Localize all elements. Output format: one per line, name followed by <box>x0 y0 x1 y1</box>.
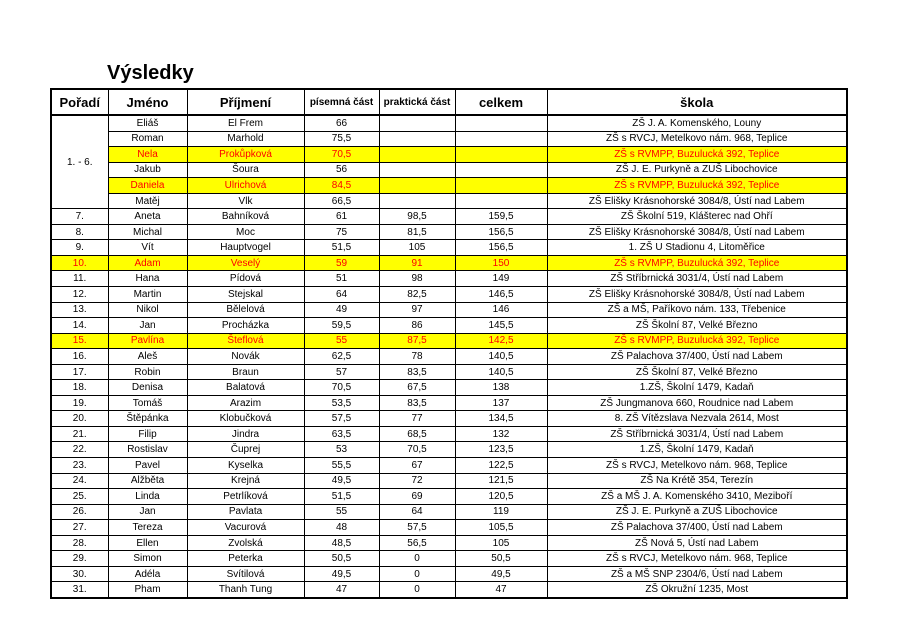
last-name-cell: Jindra <box>187 426 304 442</box>
first-name-cell: Filip <box>108 426 187 442</box>
table-row <box>51 489 847 505</box>
table-row <box>51 193 847 209</box>
practical-score-cell: 91 <box>379 255 455 271</box>
written-score-cell: 84,5 <box>304 178 379 194</box>
table-row <box>51 224 847 240</box>
header-rank: Pořadí <box>51 89 108 115</box>
last-name-cell: Veselý <box>187 255 304 271</box>
last-name-cell: Vacurová <box>187 520 304 536</box>
practical-score-cell: 78 <box>379 349 455 365</box>
total-score-cell: 50,5 <box>455 551 547 567</box>
total-score-cell: 137 <box>455 395 547 411</box>
written-score-cell: 49,5 <box>304 473 379 489</box>
total-score-cell: 149 <box>455 271 547 287</box>
header-total: celkem <box>455 89 547 115</box>
rank-cell: 23. <box>51 458 108 474</box>
school-cell: 1.ZŠ, Školní 1479, Kadaň <box>547 442 847 458</box>
practical-score-cell: 70,5 <box>379 442 455 458</box>
rank-cell: 21. <box>51 426 108 442</box>
practical-score-cell <box>379 147 455 163</box>
first-name-cell: Pham <box>108 582 187 598</box>
table-row <box>51 318 847 334</box>
rank-cell: 24. <box>51 473 108 489</box>
total-score-cell: 119 <box>455 504 547 520</box>
practical-score-cell <box>379 115 455 131</box>
written-score-cell: 66,5 <box>304 193 379 209</box>
rank-cell: 28. <box>51 535 108 551</box>
school-cell: ZŠ Školní 519, Klášterec nad Ohří <box>547 209 847 225</box>
header-last-name: Příjmení <box>187 89 304 115</box>
practical-score-cell <box>379 178 455 194</box>
total-score-cell: 140,5 <box>455 349 547 365</box>
table-row <box>51 566 847 582</box>
written-score-cell: 48,5 <box>304 535 379 551</box>
school-cell: ZŠ Stříbrnická 3031/4, Ústí nad Labem <box>547 271 847 287</box>
last-name-cell: Čuprej <box>187 442 304 458</box>
header-written: písemná část <box>304 89 379 115</box>
rank-cell: 30. <box>51 566 108 582</box>
first-name-cell: Simon <box>108 551 187 567</box>
last-name-cell: Procházka <box>187 318 304 334</box>
written-score-cell: 47 <box>304 582 379 598</box>
table-row <box>51 147 847 163</box>
written-score-cell: 63,5 <box>304 426 379 442</box>
rank-cell: 9. <box>51 240 108 256</box>
practical-score-cell: 0 <box>379 582 455 598</box>
practical-score-cell: 97 <box>379 302 455 318</box>
school-cell: ZŠ Školní 87, Velké Březno <box>547 364 847 380</box>
rank-cell: 25. <box>51 489 108 505</box>
written-score-cell: 59 <box>304 255 379 271</box>
last-name-cell: Zvolská <box>187 535 304 551</box>
school-cell: ZŠ Na Krétě 354, Terezín <box>547 473 847 489</box>
practical-score-cell: 98,5 <box>379 209 455 225</box>
school-cell: ZŠ s RVCJ, Metelkovo nám. 968, Teplice <box>547 551 847 567</box>
school-cell: ZŠ Elišky Krásnohorské 3084/8, Ústí nad Labem <box>547 193 847 209</box>
written-score-cell: 53,5 <box>304 395 379 411</box>
table-row <box>51 442 847 458</box>
last-name-cell: Marhold <box>187 131 304 147</box>
rank-cell: 15. <box>51 333 108 349</box>
rank-cell: 26. <box>51 504 108 520</box>
written-score-cell: 51 <box>304 271 379 287</box>
total-score-cell: 122,5 <box>455 458 547 474</box>
written-score-cell: 70,5 <box>304 147 379 163</box>
school-cell: ZŠ Elišky Krásnohorské 3084/8, Ústí nad Labem <box>547 287 847 303</box>
total-score-cell <box>455 162 547 178</box>
table-row <box>51 131 847 147</box>
table-row <box>51 458 847 474</box>
first-name-cell: Eliáš <box>108 115 187 131</box>
last-name-cell: Šteflová <box>187 333 304 349</box>
school-cell: ZŠ Stříbrnická 3031/4, Ústí nad Labem <box>547 426 847 442</box>
school-cell: ZŠ s RVMPP, Buzulucká 392, Teplice <box>547 178 847 194</box>
first-name-cell: Nela <box>108 147 187 163</box>
written-score-cell: 48 <box>304 520 379 536</box>
school-cell: ZŠ Okružní 1235, Most <box>547 582 847 598</box>
first-name-cell: Jakub <box>108 162 187 178</box>
first-name-cell: Nikol <box>108 302 187 318</box>
total-score-cell: 105 <box>455 535 547 551</box>
written-score-cell: 64 <box>304 287 379 303</box>
last-name-cell: Vlk <box>187 193 304 209</box>
rank-cell: 8. <box>51 224 108 240</box>
last-name-cell: Svítilová <box>187 566 304 582</box>
table-row <box>51 551 847 567</box>
last-name-cell: Šoura <box>187 162 304 178</box>
practical-score-cell: 98 <box>379 271 455 287</box>
shared-rank-cell: 1. - 6. <box>51 115 108 209</box>
practical-score-cell <box>379 131 455 147</box>
school-cell: ZŠ s RVMPP, Buzulucká 392, Teplice <box>547 255 847 271</box>
first-name-cell: Michal <box>108 224 187 240</box>
rank-cell: 7. <box>51 209 108 225</box>
table-row <box>51 209 847 225</box>
table-row <box>51 426 847 442</box>
first-name-cell: Pavel <box>108 458 187 474</box>
school-cell: 8. ZŠ Vítězslava Nezvala 2614, Most <box>547 411 847 427</box>
first-name-cell: Matěj <box>108 193 187 209</box>
rank-cell: 12. <box>51 287 108 303</box>
total-score-cell: 49,5 <box>455 566 547 582</box>
written-score-cell: 50,5 <box>304 551 379 567</box>
last-name-cell: Petrlíková <box>187 489 304 505</box>
written-score-cell: 75 <box>304 224 379 240</box>
table-row <box>51 395 847 411</box>
school-cell: ZŠ a MŠ J. A. Komenského 3410, Meziboří <box>547 489 847 505</box>
practical-score-cell: 67,5 <box>379 380 455 396</box>
practical-score-cell: 57,5 <box>379 520 455 536</box>
total-score-cell: 138 <box>455 380 547 396</box>
table-row <box>51 411 847 427</box>
practical-score-cell: 56,5 <box>379 535 455 551</box>
last-name-cell: Krejná <box>187 473 304 489</box>
school-cell: ZŠ Elišky Krásnohorské 3084/8, Ústí nad Labem <box>547 224 847 240</box>
school-cell: ZŠ Palachova 37/400, Ústí nad Labem <box>547 520 847 536</box>
table-row <box>51 473 847 489</box>
results-table <box>50 88 848 599</box>
written-score-cell: 51,5 <box>304 489 379 505</box>
written-score-cell: 62,5 <box>304 349 379 365</box>
table-row <box>51 535 847 551</box>
first-name-cell: Tomáš <box>108 395 187 411</box>
first-name-cell: Alžběta <box>108 473 187 489</box>
written-score-cell: 53 <box>304 442 379 458</box>
table-row <box>51 287 847 303</box>
first-name-cell: Denisa <box>108 380 187 396</box>
total-score-cell: 132 <box>455 426 547 442</box>
first-name-cell: Adéla <box>108 566 187 582</box>
last-name-cell: Pídová <box>187 271 304 287</box>
rank-cell: 16. <box>51 349 108 365</box>
first-name-cell: Martin <box>108 287 187 303</box>
last-name-cell: Arazim <box>187 395 304 411</box>
practical-score-cell: 87,5 <box>379 333 455 349</box>
written-score-cell: 57 <box>304 364 379 380</box>
written-score-cell: 75,5 <box>304 131 379 147</box>
last-name-cell: Stejskal <box>187 287 304 303</box>
written-score-cell: 49,5 <box>304 566 379 582</box>
first-name-cell: Daniela <box>108 178 187 194</box>
rank-cell: 27. <box>51 520 108 536</box>
last-name-cell: Peterka <box>187 551 304 567</box>
table-row <box>51 302 847 318</box>
last-name-cell: Klobučková <box>187 411 304 427</box>
table-row <box>51 271 847 287</box>
header-row <box>51 89 847 115</box>
practical-score-cell: 77 <box>379 411 455 427</box>
school-cell: 1.ZŠ, Školní 1479, Kadaň <box>547 380 847 396</box>
practical-score-cell: 83,5 <box>379 395 455 411</box>
last-name-cell: Balatová <box>187 380 304 396</box>
school-cell: ZŠ a MŠ, Paříkovo nám. 133, Třebenice <box>547 302 847 318</box>
table-row <box>51 520 847 536</box>
written-score-cell: 57,5 <box>304 411 379 427</box>
table-row <box>51 178 847 194</box>
written-score-cell: 61 <box>304 209 379 225</box>
rank-cell: 11. <box>51 271 108 287</box>
first-name-cell: Hana <box>108 271 187 287</box>
table-row <box>51 582 847 598</box>
practical-score-cell: 68,5 <box>379 426 455 442</box>
first-name-cell: Aleš <box>108 349 187 365</box>
written-score-cell: 55 <box>304 333 379 349</box>
table-row <box>51 349 847 365</box>
rank-cell: 20. <box>51 411 108 427</box>
school-cell: ZŠ Jungmanova 660, Roudnice nad Labem <box>547 395 847 411</box>
table-row <box>51 504 847 520</box>
rank-cell: 13. <box>51 302 108 318</box>
practical-score-cell: 0 <box>379 566 455 582</box>
table-row <box>51 240 847 256</box>
last-name-cell: Braun <box>187 364 304 380</box>
last-name-cell: Prokůpková <box>187 147 304 163</box>
school-cell: ZŠ J. A. Komenského, Louny <box>547 115 847 131</box>
total-score-cell: 142,5 <box>455 333 547 349</box>
rank-cell: 19. <box>51 395 108 411</box>
school-cell: ZŠ a MŠ SNP 2304/6, Ústí nad Labem <box>547 566 847 582</box>
school-cell: ZŠ J. E. Purkyně a ZUŠ Libochovice <box>547 504 847 520</box>
total-score-cell: 156,5 <box>455 240 547 256</box>
total-score-cell: 159,5 <box>455 209 547 225</box>
total-score-cell: 105,5 <box>455 520 547 536</box>
first-name-cell: Vít <box>108 240 187 256</box>
written-score-cell: 70,5 <box>304 380 379 396</box>
first-name-cell: Ellen <box>108 535 187 551</box>
total-score-cell: 156,5 <box>455 224 547 240</box>
last-name-cell: Pavlata <box>187 504 304 520</box>
practical-score-cell: 81,5 <box>379 224 455 240</box>
practical-score-cell: 72 <box>379 473 455 489</box>
rank-cell: 10. <box>51 255 108 271</box>
last-name-cell: Hauptvogel <box>187 240 304 256</box>
written-score-cell: 66 <box>304 115 379 131</box>
total-score-cell <box>455 193 547 209</box>
practical-score-cell: 82,5 <box>379 287 455 303</box>
total-score-cell <box>455 178 547 194</box>
first-name-cell: Štěpánka <box>108 411 187 427</box>
last-name-cell: Moc <box>187 224 304 240</box>
table-row <box>51 380 847 396</box>
header-first-name: Jméno <box>108 89 187 115</box>
total-score-cell: 146 <box>455 302 547 318</box>
total-score-cell: 150 <box>455 255 547 271</box>
last-name-cell: Ulrichová <box>187 178 304 194</box>
header-practical: praktická část <box>379 89 455 115</box>
total-score-cell: 134,5 <box>455 411 547 427</box>
total-score-cell <box>455 131 547 147</box>
rank-cell: 22. <box>51 442 108 458</box>
school-cell: ZŠ Nová 5, Ústí nad Labem <box>547 535 847 551</box>
first-name-cell: Linda <box>108 489 187 505</box>
rank-cell: 29. <box>51 551 108 567</box>
rank-cell: 17. <box>51 364 108 380</box>
school-cell: ZŠ J. E. Purkyně a ZUŠ Libochovice <box>547 162 847 178</box>
table-row <box>51 162 847 178</box>
first-name-cell: Jan <box>108 318 187 334</box>
table-row <box>51 255 847 271</box>
school-cell: ZŠ s RVMPP, Buzulucká 392, Teplice <box>547 333 847 349</box>
last-name-cell: Kyselka <box>187 458 304 474</box>
total-score-cell <box>455 115 547 131</box>
school-cell: ZŠ s RVCJ, Metelkovo nám. 968, Teplice <box>547 131 847 147</box>
results-body <box>51 115 847 598</box>
written-score-cell: 51,5 <box>304 240 379 256</box>
written-score-cell: 56 <box>304 162 379 178</box>
total-score-cell: 123,5 <box>455 442 547 458</box>
practical-score-cell: 83,5 <box>379 364 455 380</box>
first-name-cell: Jan <box>108 504 187 520</box>
table-row <box>51 364 847 380</box>
total-score-cell: 140,5 <box>455 364 547 380</box>
first-name-cell: Aneta <box>108 209 187 225</box>
school-cell: ZŠ s RVMPP, Buzulucká 392, Teplice <box>547 147 847 163</box>
practical-score-cell: 64 <box>379 504 455 520</box>
written-score-cell: 55,5 <box>304 458 379 474</box>
school-cell: ZŠ Palachova 37/400, Ústí nad Labem <box>547 349 847 365</box>
practical-score-cell: 0 <box>379 551 455 567</box>
practical-score-cell: 105 <box>379 240 455 256</box>
school-cell: ZŠ Školní 87, Velké Březno <box>547 318 847 334</box>
header-school: škola <box>547 89 847 115</box>
rank-cell: 18. <box>51 380 108 396</box>
practical-score-cell: 86 <box>379 318 455 334</box>
school-cell: 1. ZŠ U Stadionu 4, Litoměřice <box>547 240 847 256</box>
written-score-cell: 49 <box>304 302 379 318</box>
practical-score-cell: 69 <box>379 489 455 505</box>
rank-cell: 31. <box>51 582 108 598</box>
first-name-cell: Robin <box>108 364 187 380</box>
first-name-cell: Rostislav <box>108 442 187 458</box>
last-name-cell: Novák <box>187 349 304 365</box>
last-name-cell: Thanh Tung <box>187 582 304 598</box>
total-score-cell: 145,5 <box>455 318 547 334</box>
total-score-cell: 121,5 <box>455 473 547 489</box>
total-score-cell: 146,5 <box>455 287 547 303</box>
practical-score-cell: 67 <box>379 458 455 474</box>
last-name-cell: Bělelová <box>187 302 304 318</box>
practical-score-cell <box>379 162 455 178</box>
rank-cell: 14. <box>51 318 108 334</box>
total-score-cell: 47 <box>455 582 547 598</box>
table-row <box>51 333 847 349</box>
page-title: Výsledky <box>107 62 194 84</box>
school-cell: ZŠ s RVCJ, Metelkovo nám. 968, Teplice <box>547 458 847 474</box>
table-row <box>51 115 847 131</box>
first-name-cell: Adam <box>108 255 187 271</box>
first-name-cell: Pavlína <box>108 333 187 349</box>
first-name-cell: Roman <box>108 131 187 147</box>
total-score-cell <box>455 147 547 163</box>
last-name-cell: Bahníková <box>187 209 304 225</box>
first-name-cell: Tereza <box>108 520 187 536</box>
written-score-cell: 59,5 <box>304 318 379 334</box>
last-name-cell: El Frem <box>187 115 304 131</box>
written-score-cell: 55 <box>304 504 379 520</box>
practical-score-cell <box>379 193 455 209</box>
total-score-cell: 120,5 <box>455 489 547 505</box>
